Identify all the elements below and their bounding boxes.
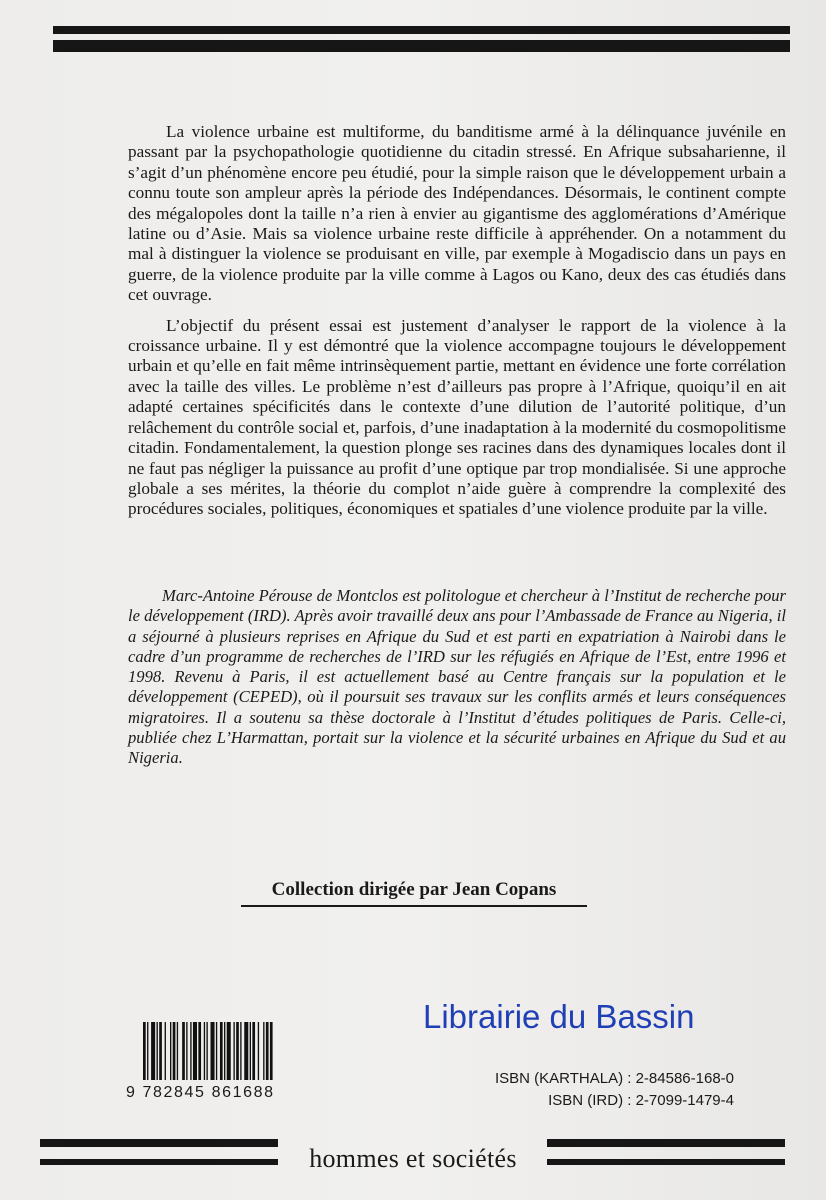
- barcode-bar: [204, 1022, 205, 1080]
- barcode-bar: [244, 1022, 248, 1080]
- isbn-karthala: ISBN (KARTHALA) : 2-84586-168-0: [495, 1070, 734, 1087]
- barcode-bar: [165, 1022, 166, 1080]
- author-bio-text: Marc-Antoine Pérouse de Montclos est politologue et chercheur à l’Institut de recherche pour le développement (IRD). Après avoir travaillé deux ans pour l’Ambassade de France au Nigeria, il a séjourné à plusieurs reprises en Afrique du Sud et est parti en expatriation à Nairobi dans le cadre d’un programme de recherches de l’IRD sur les réfugiés en Afrique de l’Est, entre 1996 et 1998. Revenu à Paris, il est actuellement basé au Centre français sur la population et le développement (CEPED), où il poursuit ses travaux sur les conflits armés et leurs conséquences migratoires. Il a soutenu sa thèse doctorale à l’Institut d’études politiques de Paris. Celle-ci, publiée chez L’Harmattan, portait sur la violence et la sécurité urbaines en Afrique du Sud et au Nigeria.: [128, 586, 786, 768]
- barcode-bar: [182, 1022, 185, 1080]
- barcode-bar: [143, 1022, 146, 1080]
- summary-paragraph-1: La violence urbaine est multiforme, du banditisme armé à la délinquance juvénile en passant par la psychopathologie quotidienne du citadin stressé. En Afrique subsaharienne, il s’agit d’un phénomène encore peu étudié, pour la simple raison que le développement urbain a connu toute son ampleur après la période des Indépendances. Désormais, le continent compte des mégalopoles dont la taille n’a rien à envier au gigantisme des agglomérations d’Amérique latine ou d’Asie. Mais sa violence urbaine reste difficile à appréhender. On a notamment du mal à distinguer la violence se produisant en ville, par exemple à Mogadiscio dans un pays en guerre, de la violence produite par la ville comme à Lagos ou Kano, deux des cas étudiés dans cet ouvrage.: [128, 122, 786, 305]
- barcode-bar: [263, 1022, 264, 1080]
- summary-text: [128, 122, 786, 530]
- barcode-bar: [220, 1022, 223, 1080]
- barcode-bar: [266, 1022, 269, 1080]
- barcode-bar: [252, 1022, 255, 1080]
- barcode-bar: [177, 1022, 178, 1080]
- barcode-bar: [240, 1022, 241, 1080]
- bottom-rule-right-top: [547, 1139, 785, 1147]
- barcode-bar: [227, 1022, 231, 1080]
- top-rule-thick: [53, 40, 790, 52]
- barcode-bar: [206, 1022, 207, 1080]
- summary-paragraph-2: L’objectif du présent essai est justement d’analyser le rapport de la violence à la croissance urbaine. Il y est démontré que la violence accompagne toujours le développement urbain et qu’elle en fait même intrinsèquement partie, mettant en évidence une forte corrélation avec la taille des villes. Le problème n’est d’ailleurs pas propre à l’Afrique, quoiqu’il en ait adapté certaines spécificités dans le contexte d’une dilution de l’autorité politique, d’un relâchement du contrôle social et, parfois, d’une inadaptation à la modernité du cosmopolitisme citadin. Fondamentalement, la question plonge ses racines dans des dynamiques locales dont il ne faut pas négliger la puissance au profit d’une optique par trop mondialisée. Si une approche globale a ses mérites, la théorie du complot n’aide guère à comprendre la complexité des procédures sociales, politiques, économiques et spatiales d’une violence produite par la ville.: [128, 315, 786, 519]
- barcode-bar: [173, 1022, 176, 1080]
- barcode-bar: [224, 1022, 225, 1080]
- bottom-rule-left-bottom: [40, 1159, 278, 1165]
- bottom-rule-left-top: [40, 1139, 278, 1147]
- bottom-rule-right-bottom: [547, 1159, 785, 1165]
- barcode-bar: [198, 1022, 201, 1080]
- barcode-bar: [157, 1022, 158, 1080]
- series-title: hommes et sociétés: [309, 1144, 517, 1173]
- barcode-bar: [211, 1022, 215, 1080]
- barcode-bar: [159, 1022, 162, 1080]
- top-rule-thin: [53, 26, 790, 34]
- barcode-bar: [190, 1022, 191, 1080]
- isbn-ird: ISBN (IRD) : 2-7099-1479-4: [548, 1092, 734, 1109]
- barcode-bar: [147, 1022, 148, 1080]
- collection-editor: Collection dirigée par Jean Copans: [241, 879, 587, 907]
- barcode-bar: [270, 1022, 273, 1080]
- barcode-bar: [258, 1022, 259, 1080]
- barcode-bar: [216, 1022, 217, 1080]
- bookshop-watermark: Librairie du Bassin: [423, 998, 695, 1035]
- barcode-bar: [236, 1022, 239, 1080]
- barcode-bar: [233, 1022, 234, 1080]
- barcode-bar: [193, 1022, 197, 1080]
- barcode-bar: [151, 1022, 155, 1080]
- barcode-number: 9 782845 861688: [126, 1084, 275, 1101]
- author-bio: [128, 586, 786, 769]
- barcode-bar: [186, 1022, 187, 1080]
- barcode-bar: [170, 1022, 171, 1080]
- barcode-bar: [250, 1022, 251, 1080]
